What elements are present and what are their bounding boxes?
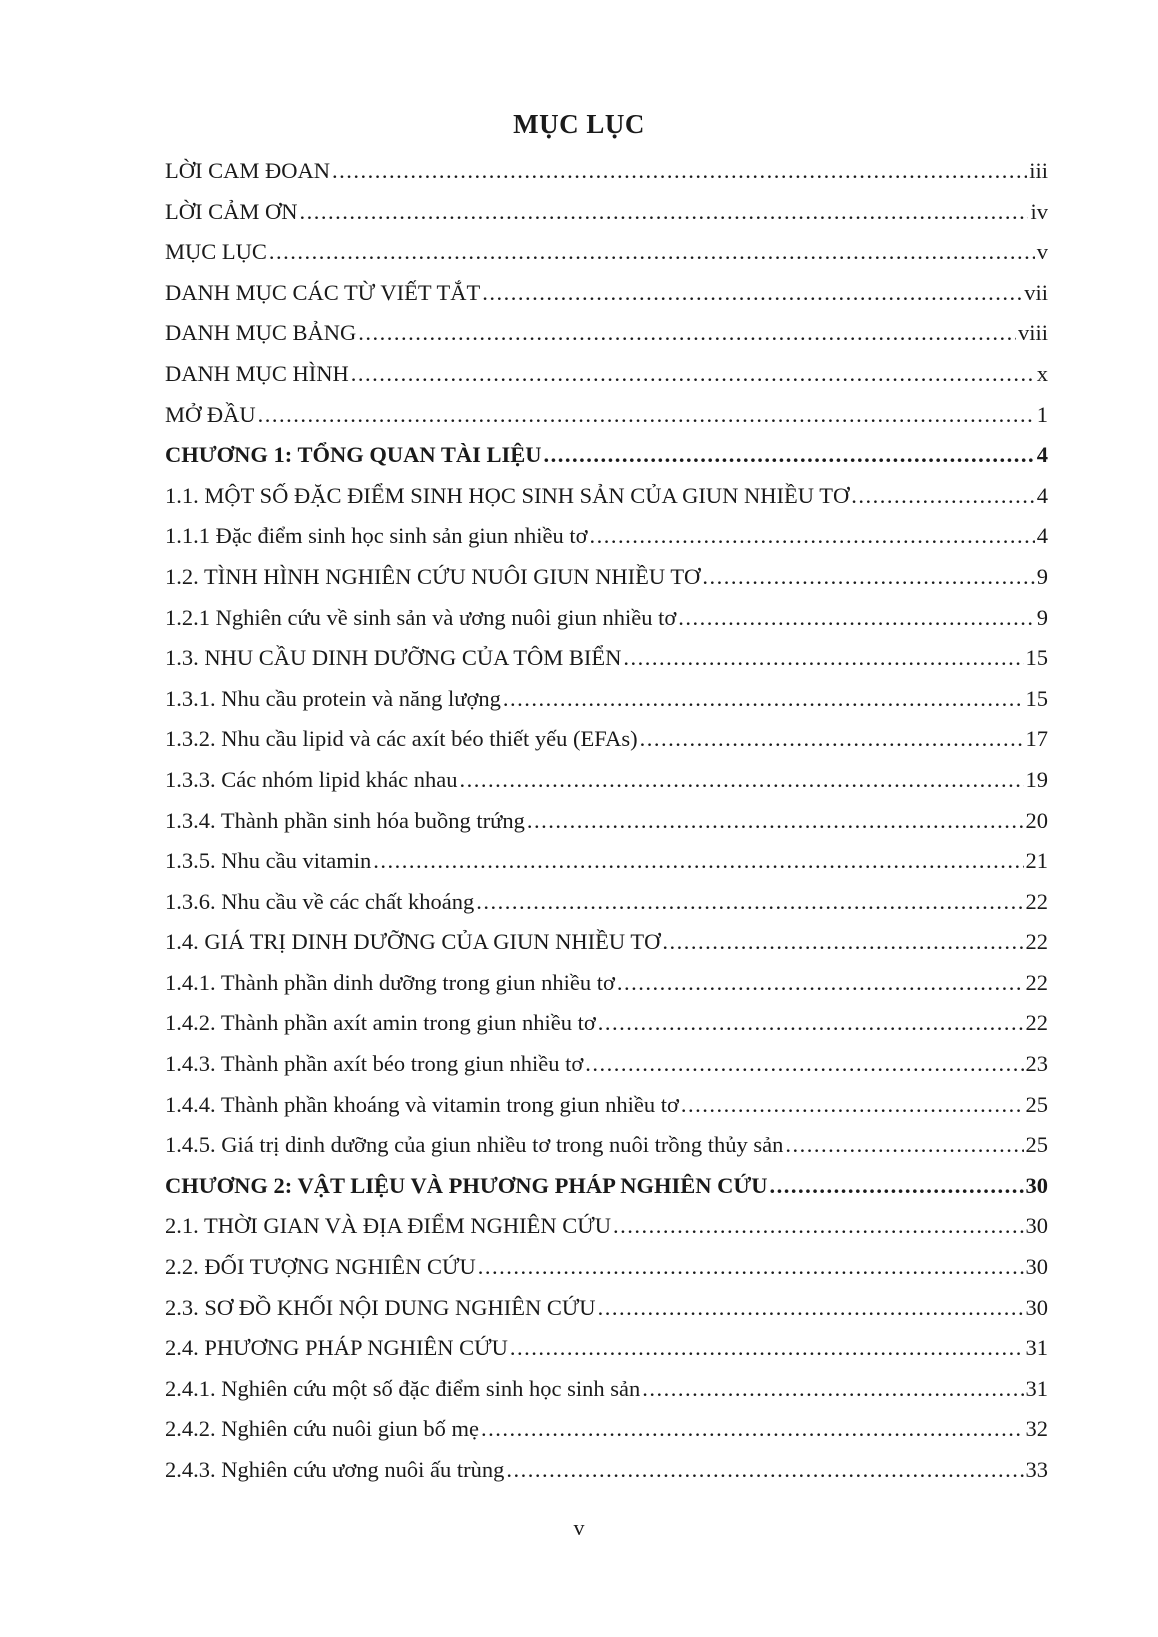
toc-entry-page: 19 <box>1025 766 1048 792</box>
toc-entry[interactable] <box>165 922 1048 963</box>
toc-entry-title: 1.3.2. Nhu cầu lipid và các axít béo thiết yếu (EFAs) <box>165 726 638 752</box>
toc-chapter-entry[interactable] <box>165 435 1048 476</box>
toc-dot-leader <box>510 1328 1024 1369</box>
toc-entry-page: 1 <box>1036 401 1048 427</box>
toc-entry[interactable] <box>165 760 1048 801</box>
toc-dot-leader <box>332 151 1027 192</box>
toc-entry-page: vii <box>1024 279 1048 305</box>
toc-entry-title: 1.4.5. Giá trị dinh dưỡng của giun nhiều tơ trong nuôi trồng thủy sản <box>165 1132 784 1158</box>
toc-entry-title: 1.3.6. Nhu cầu về các chất khoáng <box>165 888 475 914</box>
toc-entry-page: 17 <box>1025 726 1048 752</box>
toc-entry-title: 1.4.3. Thành phần axít béo trong giun nhiều tơ <box>165 1051 584 1077</box>
toc-entry-title: 1.2.1 Nghiên cứu về sinh sản và ương nuôi giun nhiều tơ <box>165 604 677 630</box>
toc-entry[interactable] <box>165 192 1048 233</box>
toc-entry-page: 15 <box>1025 645 1048 671</box>
toc-entry-page: iv <box>1030 198 1048 224</box>
toc-entry-page: 31 <box>1025 1375 1048 1401</box>
toc-entry-title: 1.1.1 Đặc điểm sinh học sinh sản giun nhiều tơ <box>165 523 588 549</box>
toc-dot-leader <box>478 1247 1024 1288</box>
toc-entry-title: 1.3.3. Các nhóm lipid khác nhau <box>165 766 458 792</box>
toc-entry-page: 23 <box>1025 1051 1048 1077</box>
toc-entry-page: 30 <box>1025 1294 1048 1320</box>
toc-entry-title: DANH MỤC BẢNG <box>165 320 357 346</box>
toc-entry-page: 30 <box>1025 1213 1048 1239</box>
toc-entry-page: v <box>1036 239 1048 265</box>
toc-dot-leader <box>506 1450 1023 1491</box>
toc-entry[interactable] <box>165 476 1048 517</box>
toc-entry[interactable] <box>165 151 1048 192</box>
toc-entry-page: 22 <box>1025 929 1048 955</box>
toc-entry-page: 4 <box>1036 482 1048 508</box>
toc-entry-page: 9 <box>1036 563 1048 589</box>
toc-dot-leader <box>598 1288 1024 1329</box>
toc-entry-title: 1.3.4. Thành phần sinh hóa buồng trứng <box>165 807 525 833</box>
toc-entry-title: 1.1. MỘT SỐ ĐẶC ĐIỂM SINH HỌC SINH SẢN CỦA GIUN NHIỀU TƠ <box>165 482 850 508</box>
toc-dot-leader <box>459 760 1023 801</box>
toc-entry-title: 1.3.1. Nhu cầu protein và năng lượng <box>165 685 501 711</box>
toc-list <box>165 151 1048 1491</box>
toc-dot-leader <box>642 1369 1023 1410</box>
toc-entry[interactable] <box>165 395 1048 436</box>
toc-entry-page: viii <box>1017 320 1048 346</box>
toc-entry-page: x <box>1036 360 1048 386</box>
toc-dot-leader <box>300 192 1029 233</box>
toc-dot-leader <box>373 841 1023 882</box>
toc-entry-title: 2.1. THỜI GIAN VÀ ĐỊA ĐIỂM NGHIÊN CỨU <box>165 1213 611 1239</box>
toc-title: MỤC LỤC <box>513 109 645 139</box>
toc-entry[interactable] <box>165 882 1048 923</box>
toc-dot-leader <box>482 273 1022 314</box>
toc-entry-title: DANH MỤC CÁC TỪ VIẾT TẮT <box>165 279 481 305</box>
toc-dot-leader <box>613 1206 1024 1247</box>
toc-dot-leader <box>258 395 1035 436</box>
toc-entry[interactable] <box>165 598 1048 639</box>
toc-entry-title: 1.4.2. Thành phần axít amin trong giun nhiều tơ <box>165 1010 596 1036</box>
toc-entry[interactable] <box>165 1003 1048 1044</box>
toc-dot-leader <box>358 313 1016 354</box>
toc-entry-title: CHƯƠNG 1: TỔNG QUAN TÀI LIỆU <box>165 442 542 468</box>
toc-entry[interactable] <box>165 516 1048 557</box>
toc-entry-title: DANH MỤC HÌNH <box>165 360 349 386</box>
toc-dot-leader <box>785 1125 1023 1166</box>
toc-entry[interactable] <box>165 1247 1048 1288</box>
toc-entry[interactable] <box>165 1409 1048 1450</box>
toc-entry-title: MỞ ĐẦU <box>165 401 256 427</box>
toc-entry-page: 4 <box>1036 523 1048 549</box>
toc-dot-leader <box>589 516 1034 557</box>
toc-dot-leader <box>598 1003 1024 1044</box>
page-number: v <box>573 1515 585 1540</box>
toc-dot-leader <box>623 638 1023 679</box>
toc-entry-page: 22 <box>1025 1010 1048 1036</box>
toc-entry-page: 15 <box>1025 685 1048 711</box>
toc-entry[interactable] <box>165 273 1048 314</box>
toc-dot-leader <box>640 719 1024 760</box>
toc-dot-leader <box>770 1166 1024 1207</box>
toc-dot-leader <box>617 963 1024 1004</box>
toc-dot-leader <box>585 1044 1023 1085</box>
toc-entry-page: 22 <box>1025 969 1048 995</box>
toc-entry[interactable] <box>165 232 1048 273</box>
toc-entry-title: MỤC LỤC <box>165 239 267 265</box>
toc-dot-leader <box>527 801 1024 842</box>
toc-entry-page: 32 <box>1025 1416 1048 1442</box>
toc-entry-title: 2.4.3. Nghiên cứu ương nuôi ấu trùng <box>165 1457 505 1482</box>
toc-entry[interactable] <box>165 1328 1048 1369</box>
toc-dot-leader <box>702 557 1034 598</box>
toc-entry-title: 1.4. GIÁ TRỊ DINH DƯỠNG CỦA GIUN NHIỀU TƠ <box>165 929 661 955</box>
toc-entry-title: 2.2. ĐỐI TƯỢNG NGHIÊN CỨU <box>165 1254 476 1280</box>
toc-entry-title: 2.3. SƠ ĐỒ KHỐI NỘI DUNG NGHIÊN CỨU <box>165 1294 596 1320</box>
toc-dot-leader <box>544 435 1035 476</box>
toc-dot-leader <box>481 1409 1023 1450</box>
toc-dot-leader <box>681 1085 1024 1126</box>
toc-entry[interactable] <box>165 1125 1048 1166</box>
toc-dot-leader <box>662 922 1023 963</box>
toc-chapter-entry[interactable] <box>165 1166 1048 1207</box>
toc-entry-page: 25 <box>1025 1132 1048 1158</box>
toc-entry[interactable] <box>165 1369 1048 1410</box>
toc-entry[interactable] <box>165 638 1048 679</box>
toc-entry-title: LỜI CAM ĐOAN <box>165 158 330 183</box>
toc-entry-title: 1.3. NHU CẦU DINH DƯỠNG CỦA TÔM BIỂN <box>165 645 622 671</box>
toc-entry[interactable] <box>165 801 1048 842</box>
toc-entry[interactable] <box>165 1044 1048 1085</box>
toc-entry-page: 22 <box>1025 888 1048 914</box>
toc-dot-leader <box>476 882 1023 923</box>
toc-entry-page: 31 <box>1025 1335 1048 1361</box>
toc-entry-page: iii <box>1029 158 1048 183</box>
toc-entry-page: 4 <box>1036 442 1048 468</box>
toc-entry-title: CHƯƠNG 2: VẬT LIỆU VÀ PHƯƠNG PHÁP NGHIÊN CỨU <box>165 1172 768 1198</box>
toc-dot-leader <box>351 354 1035 395</box>
toc-entry-page: 20 <box>1025 807 1048 833</box>
toc-entry[interactable] <box>165 557 1048 598</box>
toc-entry[interactable] <box>165 1206 1048 1247</box>
toc-dot-leader <box>269 232 1035 273</box>
toc-entry-title: 1.3.5. Nhu cầu vitamin <box>165 848 372 874</box>
toc-entry-page: 33 <box>1025 1457 1048 1482</box>
toc-entry-title: 2.4. PHƯƠNG PHÁP NGHIÊN CỨU <box>165 1335 508 1361</box>
toc-entry[interactable] <box>165 354 1048 395</box>
toc-entry-page: 9 <box>1036 604 1048 630</box>
toc-entry[interactable] <box>165 841 1048 882</box>
toc-entry[interactable] <box>165 1288 1048 1329</box>
toc-entry-page: 30 <box>1025 1254 1048 1280</box>
toc-dot-leader <box>851 476 1035 517</box>
toc-entry[interactable] <box>165 719 1048 760</box>
toc-entry-page: 30 <box>1025 1172 1048 1198</box>
toc-entry-page: 21 <box>1025 848 1048 874</box>
toc-entry[interactable] <box>165 1450 1048 1491</box>
toc-entry-page: 25 <box>1025 1091 1048 1117</box>
toc-entry-title: 1.4.4. Thành phần khoáng và vitamin trong giun nhiều tơ <box>165 1091 679 1117</box>
toc-dot-leader <box>503 679 1024 720</box>
toc-entry[interactable] <box>165 313 1048 354</box>
toc-entry-title: 1.4.1. Thành phần dinh dưỡng trong giun nhiều tơ <box>165 969 615 995</box>
toc-entry[interactable] <box>165 679 1048 720</box>
toc-entry-title: 1.2. TÌNH HÌNH NGHIÊN CỨU NUÔI GIUN NHIỀU TƠ <box>165 563 701 589</box>
toc-dot-leader <box>678 598 1035 639</box>
toc-entry-title: 2.4.1. Nghiên cứu một số đặc điểm sinh học sinh sản <box>165 1375 641 1401</box>
toc-entry[interactable] <box>165 1085 1048 1126</box>
toc-entry-title: LỜI CẢM ƠN <box>165 198 298 224</box>
toc-entry-title: 2.4.2. Nghiên cứu nuôi giun bố mẹ <box>165 1416 480 1442</box>
toc-entry[interactable] <box>165 963 1048 1004</box>
